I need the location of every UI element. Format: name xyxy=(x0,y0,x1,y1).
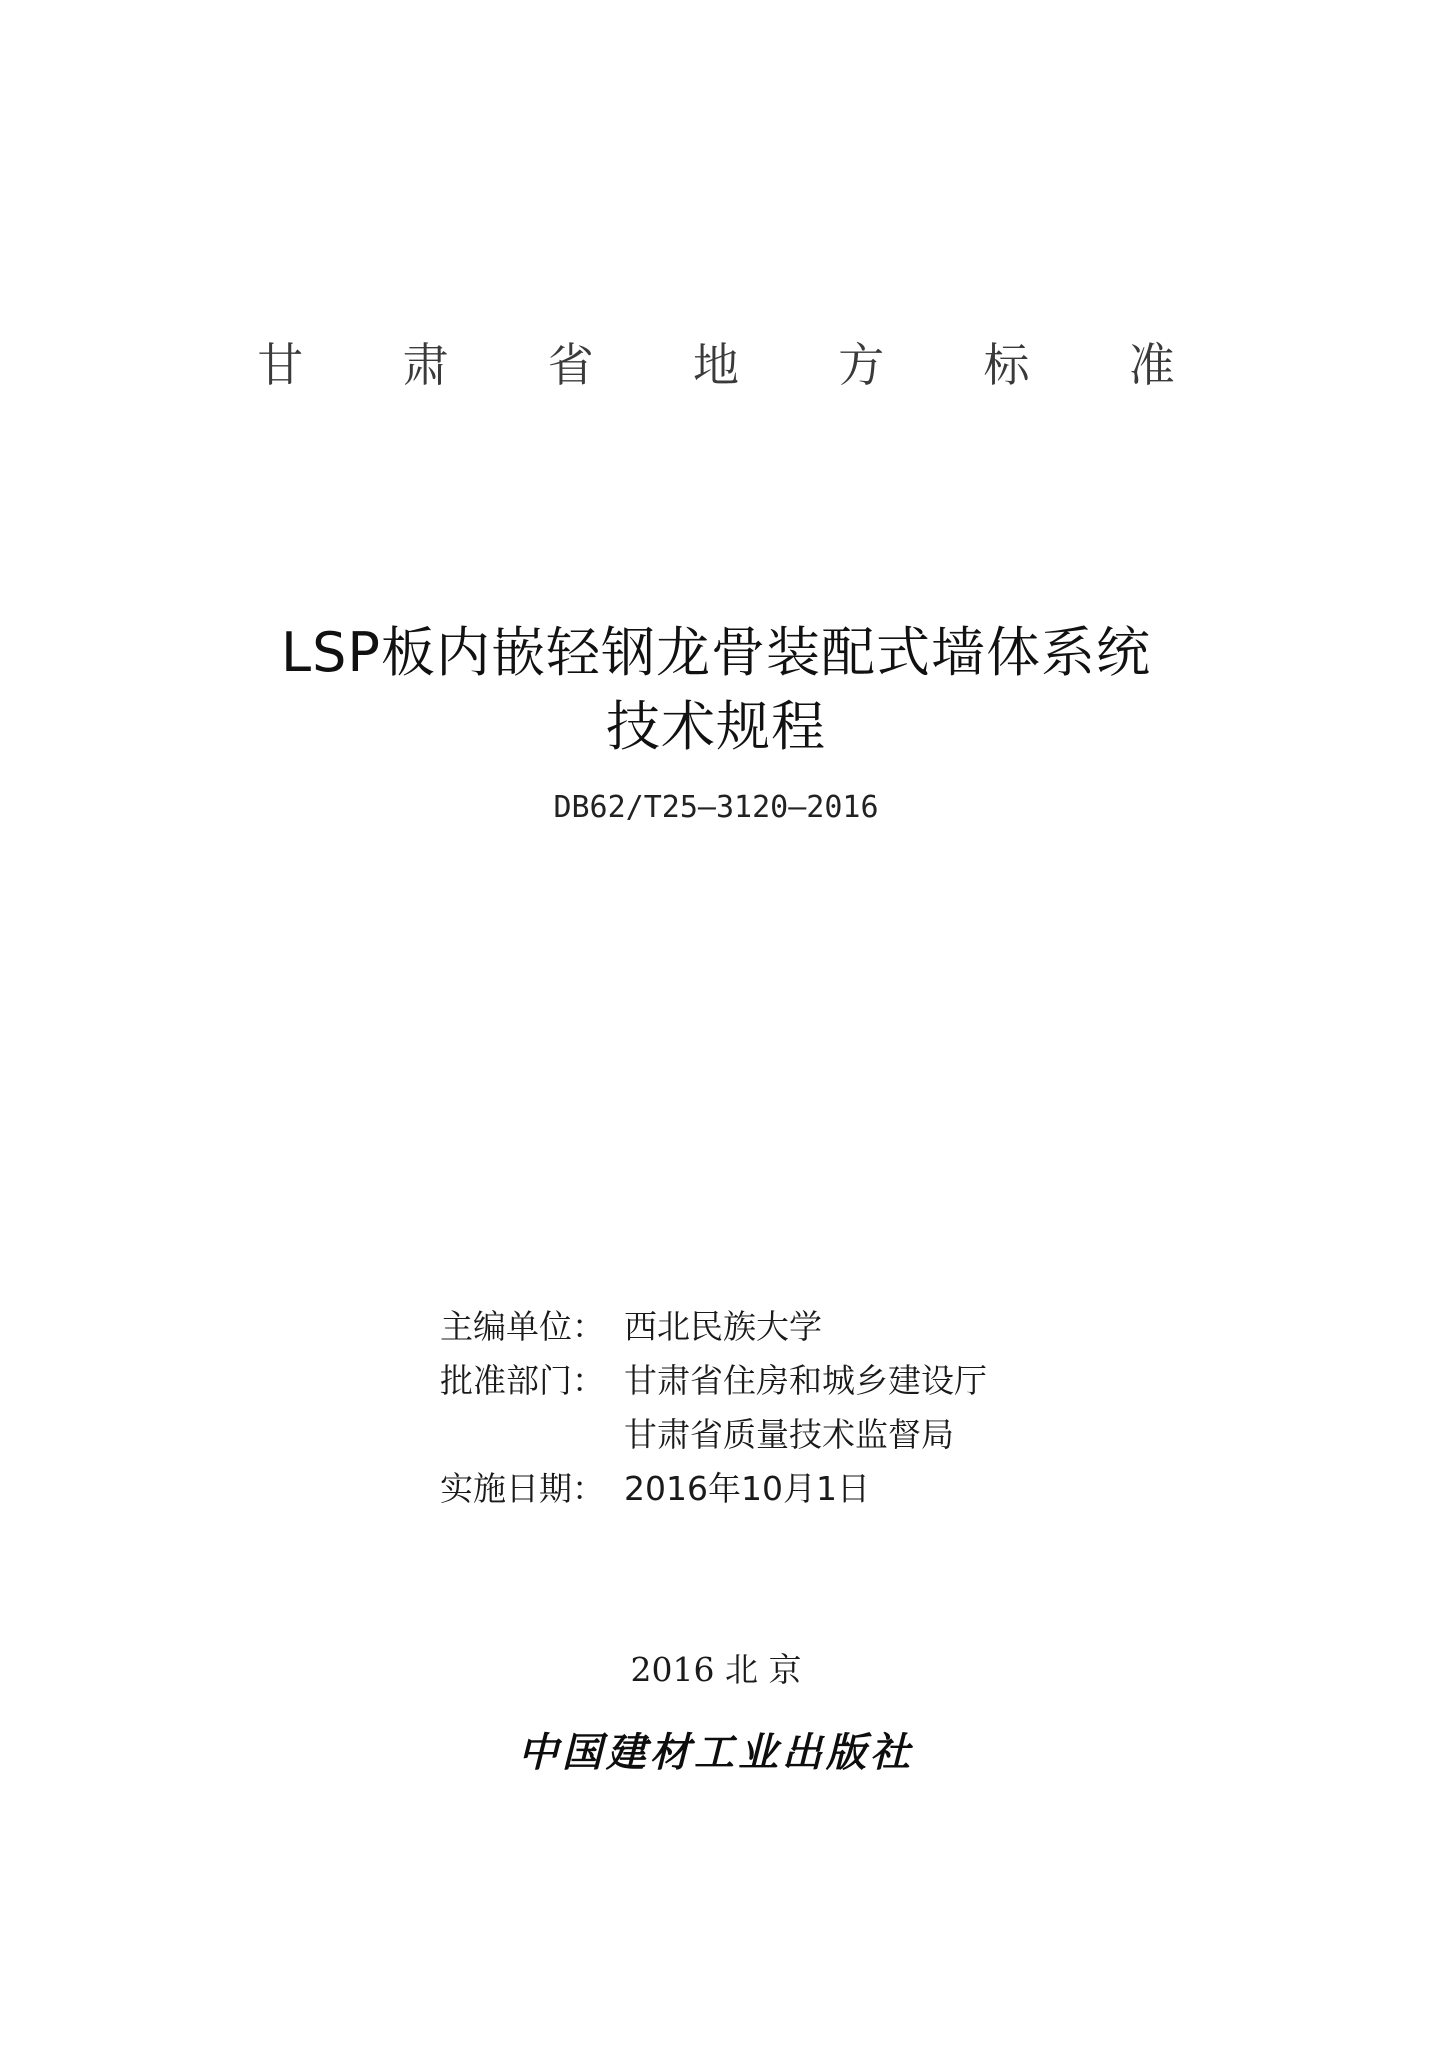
editor-label: 主编单位： xyxy=(440,1307,605,1346)
approval-label: 批准部门： xyxy=(440,1361,605,1400)
approval-value-2: 甘肃省质量技术监督局 xyxy=(624,1415,954,1454)
series-title: 甘 肃 省 地 方 标 准 xyxy=(257,338,1218,392)
document-title-line-1: LSP板内嵌轻钢龙骨装配式墙体系统 xyxy=(281,621,1151,684)
standard-code: DB62/T25—3120—2016 xyxy=(553,790,879,825)
date-label: 实施日期： xyxy=(440,1469,605,1508)
document-title-line-2: 技术规程 xyxy=(606,695,826,758)
date-value: 2016年10月1日 xyxy=(624,1469,870,1508)
publisher-name: 中国建材工业出版社 xyxy=(518,1729,914,1776)
place-year: 2016 北 京 xyxy=(630,1650,802,1689)
date-row xyxy=(440,1462,987,1516)
editor-row xyxy=(440,1300,987,1354)
editor-value: 西北民族大学 xyxy=(624,1307,822,1346)
approval-row-2 xyxy=(440,1408,987,1462)
publication-info xyxy=(440,1300,987,1516)
approval-label-spacer xyxy=(440,1408,624,1462)
approval-row xyxy=(440,1354,987,1408)
approval-value-1: 甘肃省住房和城乡建设厅 xyxy=(624,1361,987,1400)
